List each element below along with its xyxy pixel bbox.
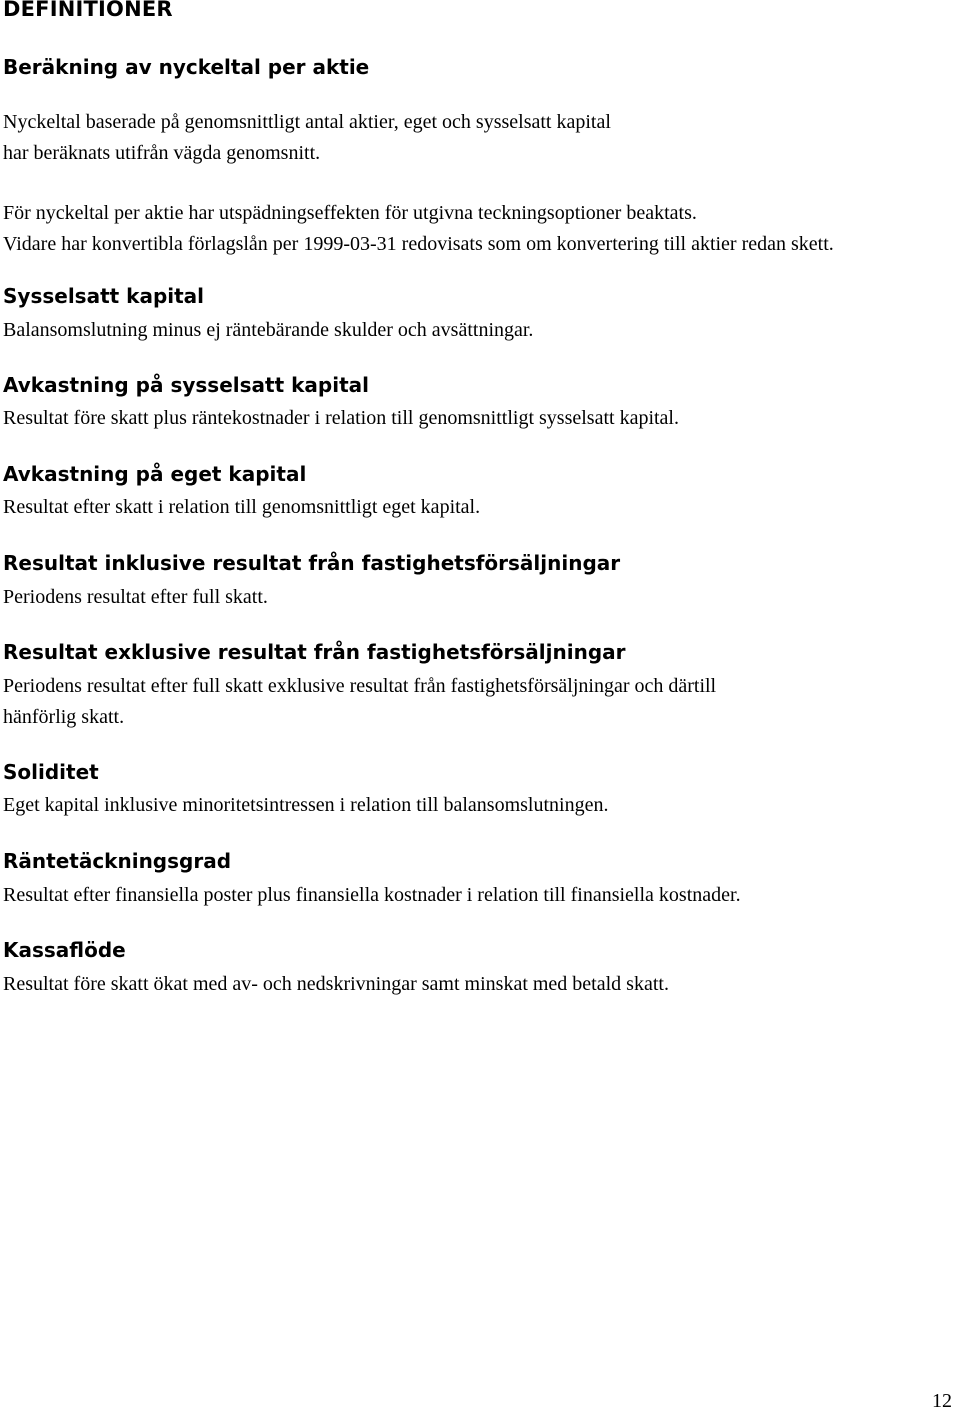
section-heading-avkastning-eget-kapital: Avkastning på eget kapital	[3, 462, 307, 486]
section-paragraph	[3, 880, 741, 911]
section-heading-kassaflode: Kassaflöde	[3, 938, 126, 962]
section-heading-rantetackningsgrad: Räntetäckningsgrad	[3, 849, 232, 873]
paragraph-line: Resultat efter skatt i relation till genomsnittligt eget kapital.	[3, 496, 481, 518]
section-heading-resultat-exklusive: Resultat exklusive resultat från fastighetsförsäljningar	[3, 640, 626, 664]
page-number: 12	[932, 1390, 952, 1412]
paragraph-line: Nyckeltal baserade på genomsnittligt antal aktier, eget och sysselsatt kapital	[3, 111, 611, 133]
section-heading-resultat-inklusive: Resultat inklusive resultat från fastighetsförsäljningar	[3, 551, 621, 575]
paragraph-line: Balansomslutning minus ej räntebärande skulder och avsättningar.	[3, 319, 534, 341]
paragraph-line: Periodens resultat efter full skatt exklusive resultat från fastighetsförsäljningar och därtill	[3, 675, 717, 697]
paragraph-line: Eget kapital inklusive minoritetsintressen i relation till balansomslutningen.	[3, 794, 609, 816]
document-title: DEFINITIONER	[3, 0, 173, 21]
section-heading-nyckeltal-per-aktie: Beräkning av nyckeltal per aktie	[3, 55, 370, 79]
paragraph-line: Resultat efter finansiella poster plus finansiella kostnader i relation till finansiella kostnader.	[3, 884, 741, 906]
section-paragraph	[3, 969, 669, 1000]
section-paragraph	[3, 492, 480, 523]
section-paragraph	[3, 671, 716, 733]
paragraph-line: Resultat före skatt ökat med av- och nedskrivningar samt minskat med betald skatt.	[3, 973, 669, 995]
section-paragraph	[3, 107, 611, 169]
section-heading-avkastning-sysselsatt-kapital: Avkastning på sysselsatt kapital	[3, 373, 369, 397]
paragraph-line: Periodens resultat efter full skatt.	[3, 586, 268, 608]
section-paragraph	[3, 403, 679, 434]
paragraph-line: Vidare har konvertibla förlagslån per 1999-03-31 redovisats som om konvertering till aktier redan skett.	[3, 233, 834, 255]
paragraph-line: För nyckeltal per aktie har utspädningseffekten för utgivna teckningsoptioner beaktats.	[3, 202, 697, 224]
section-paragraph	[3, 315, 533, 346]
section-heading-sysselsatt-kapital: Sysselsatt kapital	[3, 284, 205, 308]
section-paragraph	[3, 582, 268, 613]
section-paragraph	[3, 198, 834, 260]
paragraph-line: hänförlig skatt.	[3, 706, 125, 728]
section-paragraph	[3, 790, 608, 821]
paragraph-line: har beräknats utifrån vägda genomsnitt.	[3, 142, 321, 164]
paragraph-line: Resultat före skatt plus räntekostnader i relation till genomsnittligt sysselsatt kapital.	[3, 407, 679, 429]
section-heading-soliditet: Soliditet	[3, 760, 99, 784]
